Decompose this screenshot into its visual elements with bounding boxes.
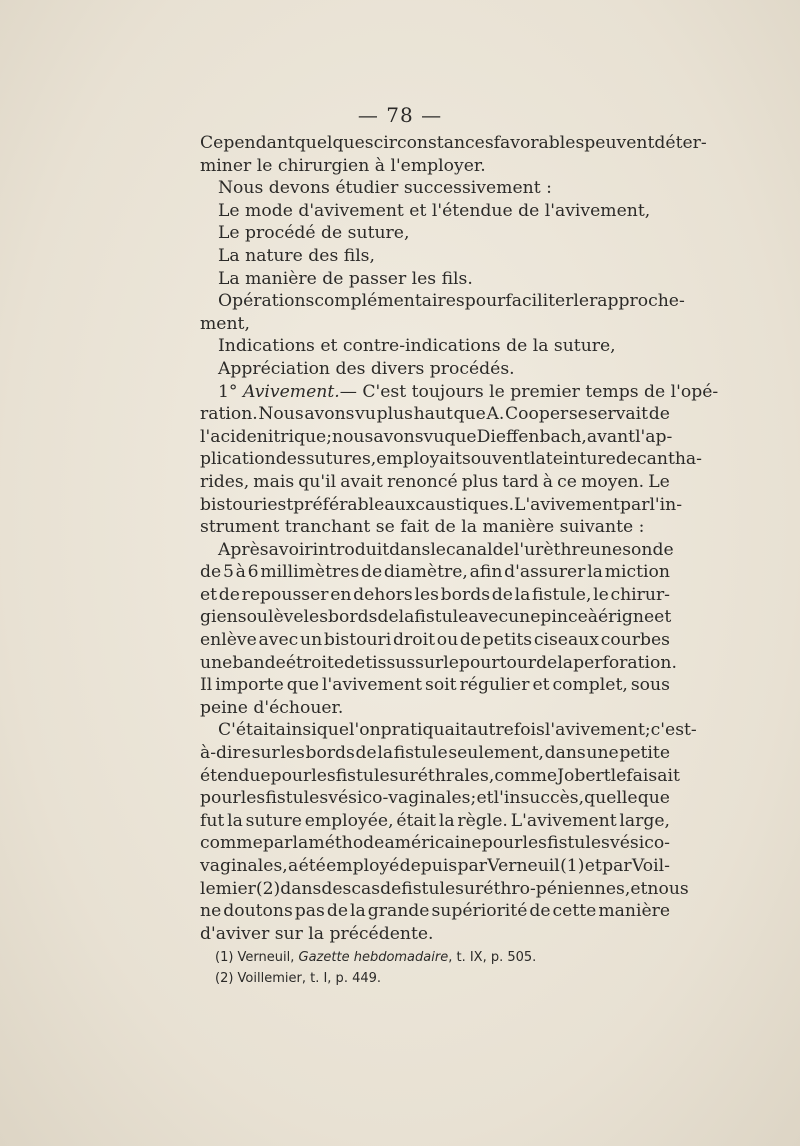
footnote-1-journal: Gazette hebdomadaire	[298, 950, 449, 965]
intro-line: La nature des fils,	[218, 245, 375, 266]
footnote-1-author: (1) Verneuil,	[215, 950, 299, 965]
avivement-lines	[200, 403, 702, 539]
cetait-line: comme par la méthode américaine pour les fistules vésico-	[200, 833, 670, 854]
section-title: Avivement.	[243, 381, 340, 402]
cetait-line: fut la suture employée, était la règle. L'avivement large,	[200, 810, 670, 831]
intro-line: Cependant quelques circonstances favorables peuvent déter-	[200, 133, 707, 153]
footnote-2: (2) Voillemier, t. I, p. 449.	[215, 971, 382, 986]
apres-line: de 5 à 6 millimètres de diamètre, afin d'assurer la miction	[200, 562, 670, 583]
apres-line: Après avoir introduit dans le canal de l'urèthre une sonde	[218, 539, 674, 560]
paragraph-apres	[200, 539, 677, 720]
cetait-line: C'était ainsi que l'on pratiquait autrefois l'avivement; c'est-	[218, 720, 697, 741]
intro-line: La manière de passer les fils.	[218, 268, 473, 289]
avivement-first-line	[200, 381, 719, 404]
cetait-line: lemier (2) dans des cas de fistules uréthro-péniennes, et nous	[200, 878, 689, 899]
intro-line: miner le chirurgien à l'employer.	[200, 155, 486, 176]
intro-section	[200, 132, 707, 381]
body-text	[200, 132, 719, 945]
avivement-line: rides, mais qu'il avait renoncé plus tard à ce moyen. Le	[200, 471, 670, 492]
section-number: 1°	[218, 381, 243, 402]
apres-line: et de repousser en dehors les bords de la fistule, le chirur-	[200, 584, 670, 605]
footnotes	[215, 947, 665, 989]
avivement-line-rest: — C'est toujours le premier temps de l'opé-	[339, 381, 719, 402]
cetait-line: à-dire sur les bords de la fistule seulement, dans une petite	[200, 743, 670, 764]
intro-line: Appréciation des divers procédés.	[218, 358, 515, 379]
avivement-line: bistouri est préférable aux caustiques. L'avivement par l'in-	[200, 494, 683, 515]
avivement-line: ration. Nous avons vu plus haut que A. Cooper se servait de	[200, 404, 670, 425]
apres-line: gien soulève les bords de la fistule avec une pince à érigne et	[200, 607, 672, 628]
intro-line: Opérations complémentaires pour faciliter le rapproche-	[218, 291, 685, 312]
cetait-line: pour les fistules vésico-vaginales; et l'insuccès, quelle que	[200, 788, 670, 809]
avivement-paragraph	[200, 381, 719, 539]
paragraph-cetait	[200, 719, 697, 945]
footnote-1-ref: , t. IX, p. 505.	[448, 950, 537, 965]
intro-line: Nous devons étudier successivement :	[218, 178, 552, 199]
page-number: — 78 —	[357, 103, 443, 127]
avivement-heading	[218, 381, 340, 404]
intro-line: Le mode d'avivement et l'étendue de l'avivement,	[218, 200, 651, 221]
apres-line: une bande étroite de tissus sur le pourtour de la perforation.	[200, 652, 677, 673]
avivement-line: strument tranchant se fait de la manière suivante :	[200, 517, 645, 538]
intro-line: Le procédé de suture,	[218, 223, 410, 244]
avivement-line: plication des sutures, employait souvent la teinture de cantha-	[200, 449, 702, 470]
intro-line: ment,	[200, 313, 250, 334]
cetait-line: ne doutons pas de la grande supériorité de cette manière	[200, 901, 670, 922]
footnote-1	[215, 947, 665, 968]
avivement-line: l'acide nitrique ; nous avons vu que Dieffenbach, avant l'ap-	[200, 426, 673, 447]
apres-line: Il importe que l'avivement soit régulier et complet, sous	[200, 675, 670, 696]
intro-line: Indications et contre-indications de la suture,	[218, 336, 616, 357]
cetait-line: d'aviver sur la précédente.	[200, 923, 434, 944]
cetait-line: étendue pour les fistules uréthrales, comme Jobert le faisait	[200, 765, 680, 786]
apres-line: enlève avec un bistouri droit ou de petits ciseaux courbes	[200, 630, 670, 651]
apres-line: peine d'échouer.	[200, 697, 344, 718]
cetait-line: vaginales, a été employé depuis par Verneuil (1) et par Voil-	[200, 856, 670, 876]
